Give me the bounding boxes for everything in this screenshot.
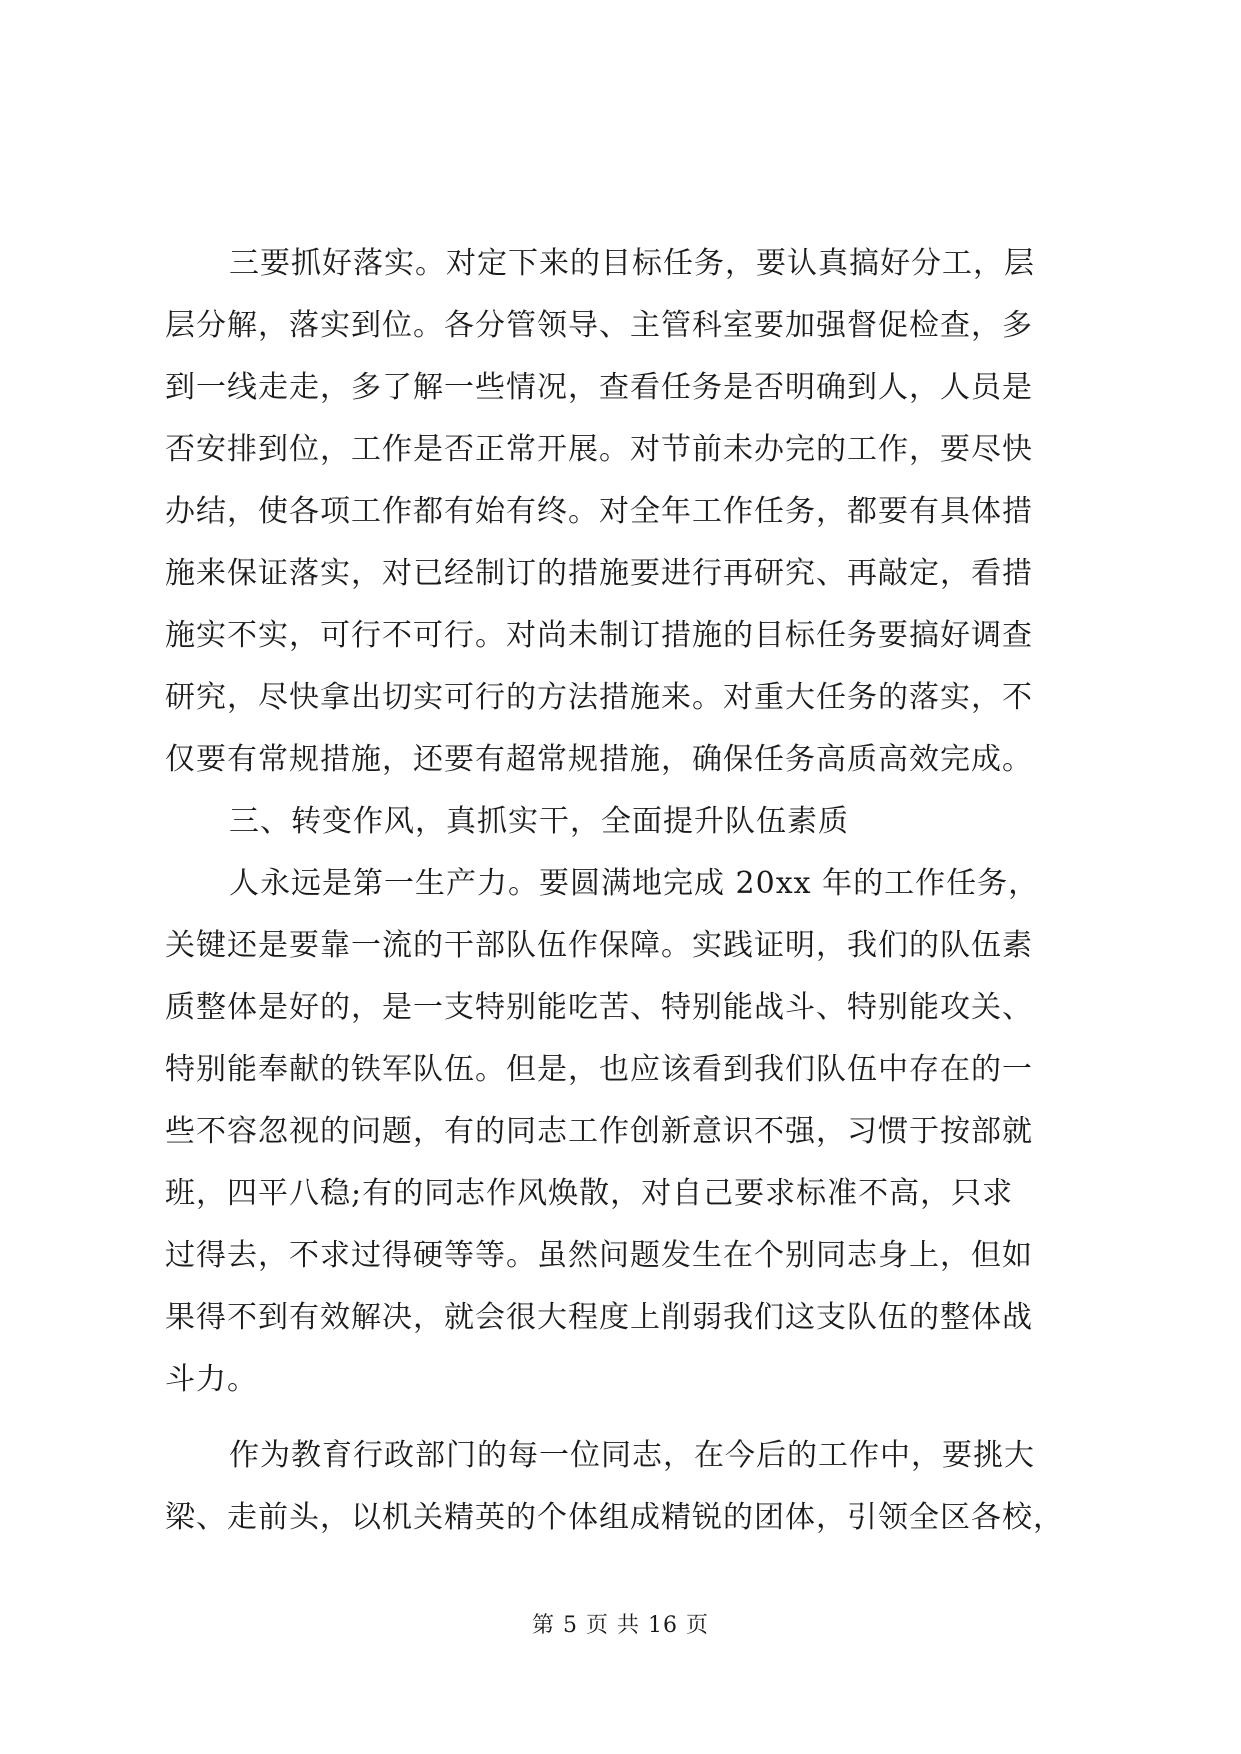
text-line: 办结，使各项工作都有始有终。对全年工作任务，都要有具体措	[165, 494, 1033, 529]
document-body	[165, 233, 1079, 1549]
text-line: 仅要有常规措施，还要有超常规措施，确保任务高质高效完成。	[165, 742, 1033, 777]
heading-line: 三、转变作风，真抓实干，全面提升队伍素质	[229, 804, 849, 839]
page-number-footer: 第 5 页 共 16 页	[532, 1613, 709, 1638]
text-line: 到一线走走，多了解一些情况，查看任务是否明确到人，人员是	[165, 370, 1033, 405]
text-line: 三要抓好落实。对定下来的目标任务，要认真搞好分工，层	[229, 246, 1035, 281]
text-line: 施来保证落实，对已经制订的措施要进行再研究、再敲定，看措	[165, 556, 1033, 591]
text-line: 人永远是第一生产力。要圆满地完成 20xx 年的工作任务，	[229, 866, 1040, 901]
text-line: 斗力。	[165, 1362, 258, 1397]
text-line: 施实不实，可行不可行。对尚未制订措施的目标任务要搞好调查	[165, 618, 1033, 653]
text-line: 特别能奉献的铁军队伍。但是，也应该看到我们队伍中存在的一	[165, 1052, 1033, 1087]
text-line: 层分解，落实到位。各分管领导、主管科室要加强督促检查，多	[165, 308, 1033, 343]
text-line: 作为教育行政部门的每一位同志，在今后的工作中，要挑大	[229, 1438, 1035, 1473]
section-heading	[165, 791, 1079, 853]
paragraph-implementation	[165, 233, 1079, 791]
text-line: 关键还是要靠一流的干部队伍作保障。实践证明，我们的队伍素	[165, 928, 1033, 963]
text-line: 梁、走前头，以机关精英的个体组成精锐的团体，引领全区各校，	[165, 1500, 1064, 1535]
paragraph-gap	[165, 1411, 1079, 1425]
text-line: 否安排到位，工作是否正常开展。对节前未办完的工作，要尽快	[165, 432, 1033, 467]
text-line: 些不容忽视的问题，有的同志工作创新意识不强，习惯于按部就	[165, 1114, 1033, 1149]
text-line: 研究，尽快拿出切实可行的方法措施来。对重大任务的落实，不	[165, 680, 1033, 715]
text-line: 过得去，不求过得硬等等。虽然问题发生在个别同志身上，但如	[165, 1238, 1033, 1273]
paragraph-workforce	[165, 853, 1079, 1411]
paragraph-leadership	[165, 1425, 1079, 1549]
text-line: 班，四平八稳;有的同志作风焕散，对自己要求标准不高，只求	[165, 1176, 1014, 1211]
text-line: 果得不到有效解决，就会很大程度上削弱我们这支队伍的整体战	[165, 1300, 1033, 1335]
text-line: 质整体是好的，是一支特别能吃苦、特别能战斗、特别能攻关、	[165, 990, 1033, 1025]
